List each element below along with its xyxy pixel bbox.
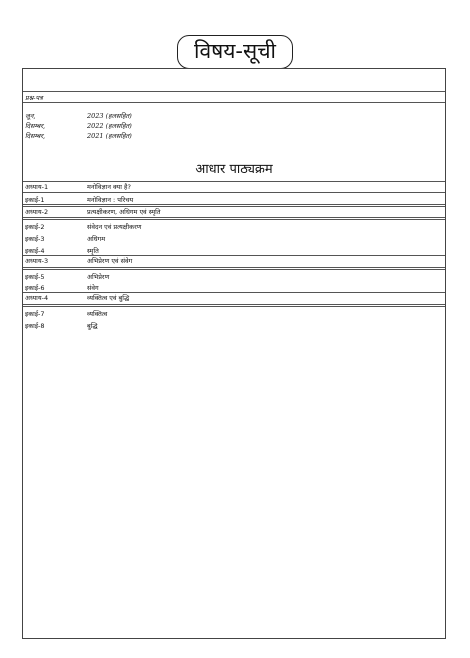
divider: [23, 255, 445, 256]
divider: [23, 181, 445, 182]
unit-label: इकाई-3: [25, 235, 45, 243]
unit-label: इकाई-8: [25, 322, 45, 330]
divider: [23, 267, 445, 270]
section-label: प्रश्न-पत्र: [25, 94, 43, 102]
chapter-title: प्रत्यक्षीकरण, अधिगम एवं स्मृति: [87, 208, 161, 216]
chapter-label: अध्याय-3: [25, 257, 49, 265]
paper-year: 2023 (हलसहित): [87, 112, 132, 120]
unit-label: इकाई-5: [25, 273, 45, 281]
chapter-label: अध्याय-2: [25, 208, 49, 216]
paper-year: 2021 (हलसहित): [87, 132, 132, 140]
paper-month: दिसम्बर,: [25, 122, 46, 130]
chapter-title: मनोविज्ञान क्या है?: [87, 183, 131, 191]
unit-title: स्मृति: [87, 247, 99, 255]
divider: [23, 304, 445, 307]
unit-title: बुद्धि: [87, 322, 98, 330]
paper-year: 2022 (हलसहित): [87, 122, 132, 130]
chapter-label: अध्याय-1: [25, 183, 49, 191]
divider: [23, 217, 445, 220]
unit-label: इकाई-6: [25, 284, 45, 292]
unit-title: संवेदन एवं प्रत्यक्षीकरण: [87, 223, 142, 231]
unit-label: इकाई-2: [25, 223, 45, 231]
unit-title: व्यक्तित्व: [87, 310, 108, 318]
unit-title: संवेग: [87, 284, 99, 292]
paper-month: दिसम्बर,: [25, 132, 46, 140]
title-wrapper: [0, 35, 470, 69]
chapter-title: व्यक्तित्व एवं बुद्धि: [87, 294, 130, 302]
chapter-title: अभिप्रेरण एवं संवेग: [87, 257, 133, 265]
unit-label: इकाई-1: [25, 196, 45, 204]
divider: [23, 91, 445, 92]
unit-title: मनोविज्ञान : परिचय: [87, 196, 134, 204]
unit-title: अधिगम: [87, 235, 106, 243]
unit-label: इकाई-4: [25, 247, 45, 255]
divider: [23, 292, 445, 293]
syllabus-heading: आधार पाठ्यक्रम: [195, 162, 273, 177]
unit-title: अभिप्रेरण: [87, 273, 110, 281]
unit-label: इकाई-7: [25, 310, 45, 318]
chapter-label: अध्याय-4: [25, 294, 49, 302]
page-title: विषय-सूची: [177, 35, 293, 69]
divider: [23, 204, 445, 207]
paper-month: जून,: [25, 112, 36, 120]
divider: [23, 192, 445, 193]
divider: [23, 102, 445, 103]
contents-frame: [22, 68, 446, 639]
